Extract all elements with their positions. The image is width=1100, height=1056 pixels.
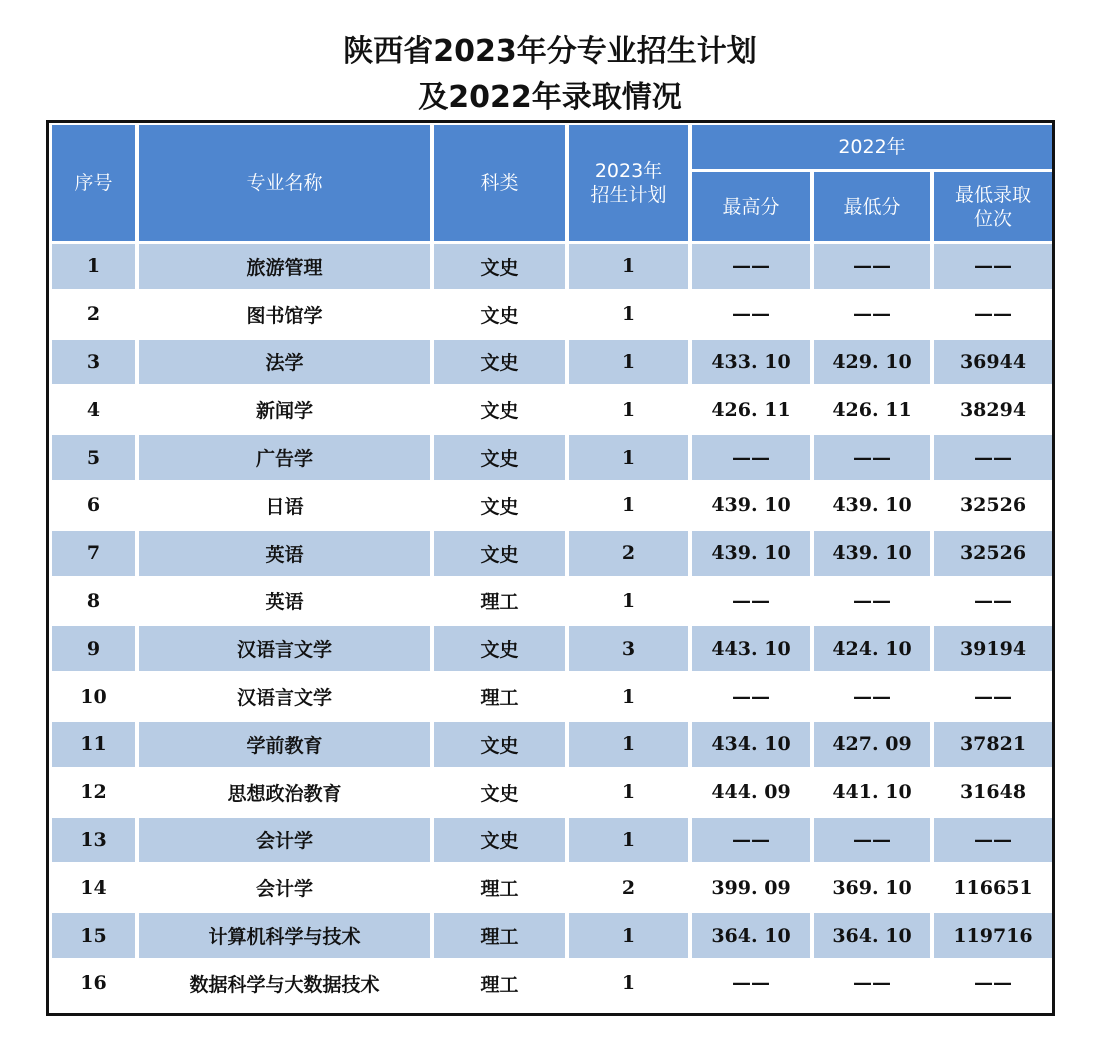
cell-plan: 1 xyxy=(569,913,688,958)
cell-major: 会计学 xyxy=(139,818,430,863)
cell-max-score: —— xyxy=(732,589,770,612)
table-row xyxy=(52,387,1052,432)
cell-max-score: —— xyxy=(692,818,810,863)
cell-major: 汉语言文学 xyxy=(139,626,430,671)
cell-min-rank: 32526 xyxy=(959,494,1027,517)
cell-max-score: —— xyxy=(692,244,810,289)
cell-min-score: 364. 10 xyxy=(814,913,930,958)
cell-min-score: 424. 10 xyxy=(814,626,930,671)
header-min-rank-l2: 位次 xyxy=(973,207,1012,230)
cell-no: 16 xyxy=(80,972,107,995)
cell-category: 理工 xyxy=(480,591,519,614)
cell-category: 文史 xyxy=(480,495,519,518)
cell-category: 文史 xyxy=(434,626,565,671)
cell-min-score: —— xyxy=(853,685,891,708)
cell-max-score: 364. 10 xyxy=(692,913,810,958)
cell-category: 理工 xyxy=(480,687,519,710)
cell-major: 旅游管理 xyxy=(139,244,430,289)
header-min-rank xyxy=(934,172,1052,241)
cell-major: 广告学 xyxy=(139,435,430,480)
table-row xyxy=(52,340,1052,385)
cell-no: 1 xyxy=(52,244,135,289)
cell-max-score: 444. 09 xyxy=(711,781,791,804)
cell-no: 13 xyxy=(52,818,135,863)
cell-min-rank: —— xyxy=(974,303,1012,326)
cell-no: 15 xyxy=(52,913,135,958)
cell-no: 14 xyxy=(80,876,107,899)
cell-max-score: 399. 09 xyxy=(711,876,791,899)
cell-min-score: —— xyxy=(853,589,891,612)
table-row xyxy=(52,865,1052,910)
cell-min-rank: —— xyxy=(974,972,1012,995)
cell-min-score: 439. 10 xyxy=(814,531,930,576)
cell-min-rank: —— xyxy=(974,685,1012,708)
header-no: 序号 xyxy=(52,125,135,241)
cell-category: 文史 xyxy=(480,782,519,805)
cell-max-score: —— xyxy=(732,972,770,995)
cell-min-score: 427. 09 xyxy=(814,722,930,767)
cell-no: 10 xyxy=(80,685,107,708)
cell-category: 文史 xyxy=(434,818,565,863)
cell-min-rank: 31648 xyxy=(959,781,1027,804)
cell-major: 新闻学 xyxy=(255,400,313,423)
cell-plan: 1 xyxy=(569,435,688,480)
cell-no: 5 xyxy=(52,435,135,480)
cell-max-score: 439. 10 xyxy=(692,531,810,576)
cell-major: 图书馆学 xyxy=(246,304,323,327)
cell-min-rank: 32526 xyxy=(934,531,1052,576)
cell-max-score: 433. 10 xyxy=(692,340,810,385)
cell-no: 11 xyxy=(52,722,135,767)
cell-no: 4 xyxy=(86,398,101,421)
cell-max-score: —— xyxy=(732,303,770,326)
cell-max-score: 439. 10 xyxy=(711,494,791,517)
table-row xyxy=(52,913,1052,958)
cell-major: 英语 xyxy=(139,531,430,576)
cell-major: 法学 xyxy=(139,340,430,385)
cell-min-score: 439. 10 xyxy=(832,494,912,517)
cell-major: 计算机科学与技术 xyxy=(139,913,430,958)
table-row xyxy=(52,531,1052,576)
cell-min-rank: —— xyxy=(934,818,1052,863)
header-category: 科类 xyxy=(434,125,565,241)
cell-major: 汉语言文学 xyxy=(236,687,332,710)
cell-category: 文史 xyxy=(434,244,565,289)
page-title: 陕西省2023年分专业招生计划 xyxy=(343,34,757,69)
cell-category: 理工 xyxy=(480,973,519,996)
table-row xyxy=(52,722,1052,767)
header-max-score: 最高分 xyxy=(692,172,810,241)
cell-max-score: —— xyxy=(692,435,810,480)
header-min-score: 最低分 xyxy=(814,172,930,241)
cell-major: 日语 xyxy=(265,495,304,518)
header-major: 专业名称 xyxy=(139,125,430,241)
cell-plan: 1 xyxy=(621,303,636,326)
cell-no: 8 xyxy=(86,589,101,612)
table-row xyxy=(52,483,1052,528)
cell-category: 文史 xyxy=(434,531,565,576)
cell-major: 数据科学与大数据技术 xyxy=(189,973,380,996)
header-plan xyxy=(569,125,688,241)
cell-no: 2 xyxy=(86,303,101,326)
cell-max-score: 434. 10 xyxy=(692,722,810,767)
cell-min-rank: —— xyxy=(974,589,1012,612)
cell-plan: 1 xyxy=(621,398,636,421)
table-row xyxy=(52,674,1052,719)
cell-category: 文史 xyxy=(480,400,519,423)
header-2022-group: 2022年 xyxy=(692,125,1052,169)
cell-category: 理工 xyxy=(480,878,519,901)
cell-min-score: 429. 10 xyxy=(814,340,930,385)
cell-plan: 3 xyxy=(569,626,688,671)
cell-category: 文史 xyxy=(434,340,565,385)
cell-max-score: —— xyxy=(732,685,770,708)
table-row xyxy=(52,626,1052,671)
cell-plan: 2 xyxy=(621,876,636,899)
table-row xyxy=(52,770,1052,815)
cell-major: 会计学 xyxy=(255,878,313,901)
table-row xyxy=(52,961,1052,1006)
header-min-rank-l1: 最低录取 xyxy=(954,183,1031,206)
cell-plan: 1 xyxy=(621,781,636,804)
cell-plan: 1 xyxy=(621,972,636,995)
cell-no: 6 xyxy=(86,494,101,517)
cell-major: 英语 xyxy=(265,591,304,614)
cell-plan: 1 xyxy=(569,722,688,767)
cell-plan: 1 xyxy=(621,494,636,517)
cell-min-score: —— xyxy=(814,435,930,480)
cell-min-rank: 119716 xyxy=(934,913,1052,958)
cell-max-score: 443. 10 xyxy=(692,626,810,671)
cell-min-score: 369. 10 xyxy=(832,876,912,899)
cell-min-rank: 39194 xyxy=(934,626,1052,671)
cell-plan: 1 xyxy=(569,818,688,863)
cell-min-rank: 37821 xyxy=(934,722,1052,767)
cell-min-rank: —— xyxy=(934,435,1052,480)
cell-category: 文史 xyxy=(434,722,565,767)
cell-no: 12 xyxy=(80,781,107,804)
cell-min-score: 426. 11 xyxy=(832,398,912,421)
page-subtitle: 及2022年录取情况 xyxy=(418,80,682,115)
table-row xyxy=(52,292,1052,337)
cell-plan: 1 xyxy=(621,685,636,708)
cell-plan: 2 xyxy=(569,531,688,576)
cell-no: 3 xyxy=(52,340,135,385)
table-row xyxy=(52,818,1052,863)
table-row xyxy=(52,579,1052,624)
cell-plan: 1 xyxy=(569,340,688,385)
cell-min-score: 441. 10 xyxy=(832,781,912,804)
table-row xyxy=(52,435,1052,480)
cell-major: 学前教育 xyxy=(139,722,430,767)
cell-major: 思想政治教育 xyxy=(227,782,342,805)
cell-min-score: —— xyxy=(814,244,930,289)
table-row xyxy=(52,244,1052,289)
cell-max-score: 426. 11 xyxy=(711,398,791,421)
cell-min-score: —— xyxy=(853,303,891,326)
header-plan-label: 招生计划 xyxy=(590,184,667,206)
cell-min-rank: 38294 xyxy=(959,398,1027,421)
cell-category: 文史 xyxy=(434,435,565,480)
enrollment-table xyxy=(48,122,1056,1009)
cell-min-score: —— xyxy=(814,818,930,863)
cell-category: 理工 xyxy=(434,913,565,958)
header-plan-year: 2023年 xyxy=(594,160,663,182)
cell-min-rank: 116651 xyxy=(953,876,1033,899)
cell-plan: 1 xyxy=(621,589,636,612)
cell-category: 文史 xyxy=(480,304,519,327)
cell-min-rank: 36944 xyxy=(934,340,1052,385)
cell-no: 9 xyxy=(52,626,135,671)
cell-min-score: —— xyxy=(853,972,891,995)
cell-plan: 1 xyxy=(569,244,688,289)
enrollment-table-container xyxy=(46,120,1055,1016)
cell-no: 7 xyxy=(52,531,135,576)
cell-min-rank: —— xyxy=(934,244,1052,289)
